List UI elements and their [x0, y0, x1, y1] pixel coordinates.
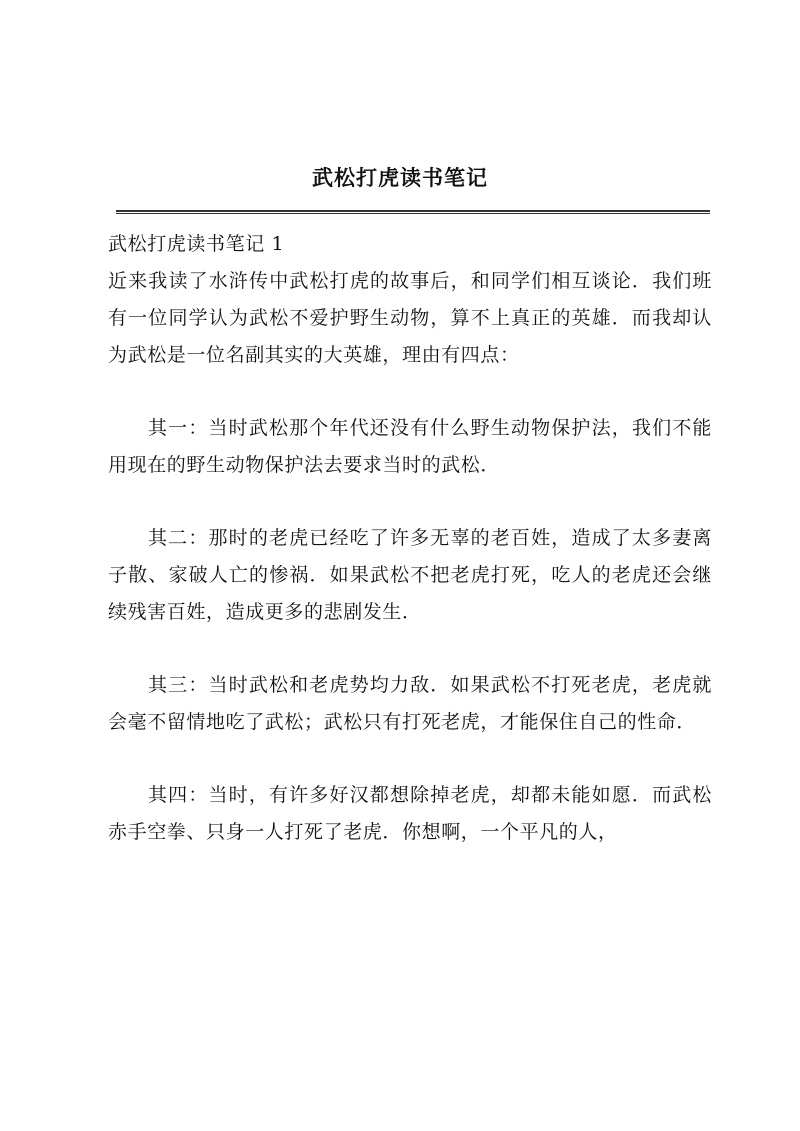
title-divider [116, 210, 710, 214]
document-title: 武松打虎读书笔记 [312, 165, 488, 190]
point-paragraph-3: 其三：当时武松和老虎势均力敌．如果武松不打死老虎，老虎就会毫不留情地吃了武松；武松只有打死老虎，才能保住自己的性命． [108, 674, 712, 733]
intro-paragraph: 近来我读了水浒传中武松打虎的故事后，和同学们相互谈论．我们班有一位同学认为武松不爱护野生动物，算不上真正的英雄．而我却认为武松是一位名副其实的大英雄，理由有四点： [108, 270, 712, 366]
point-paragraph-1: 其一：当时武松那个年代还没有什么野生动物保护法，我们不能用现在的野生动物保护法去要求当时的武松． [108, 417, 712, 476]
point-paragraph-2: 其二：那时的老虎已经吃了许多无辜的老百姓，造成了太多妻离子散、家破人亡的惨祸．如果武松不把老虎打死，吃人的老虎还会继续残害百姓，造成更多的悲剧发生． [108, 527, 712, 623]
document-body [108, 226, 712, 887]
section-heading: 武松打虎读书笔记 1 [108, 233, 285, 255]
point-paragraph-4: 其四：当时，有许多好汉都想除掉老虎，却都未能如愿．而武松赤手空拳、只身一人打死了老虎．你想啊，一个平凡的人， [108, 784, 712, 843]
